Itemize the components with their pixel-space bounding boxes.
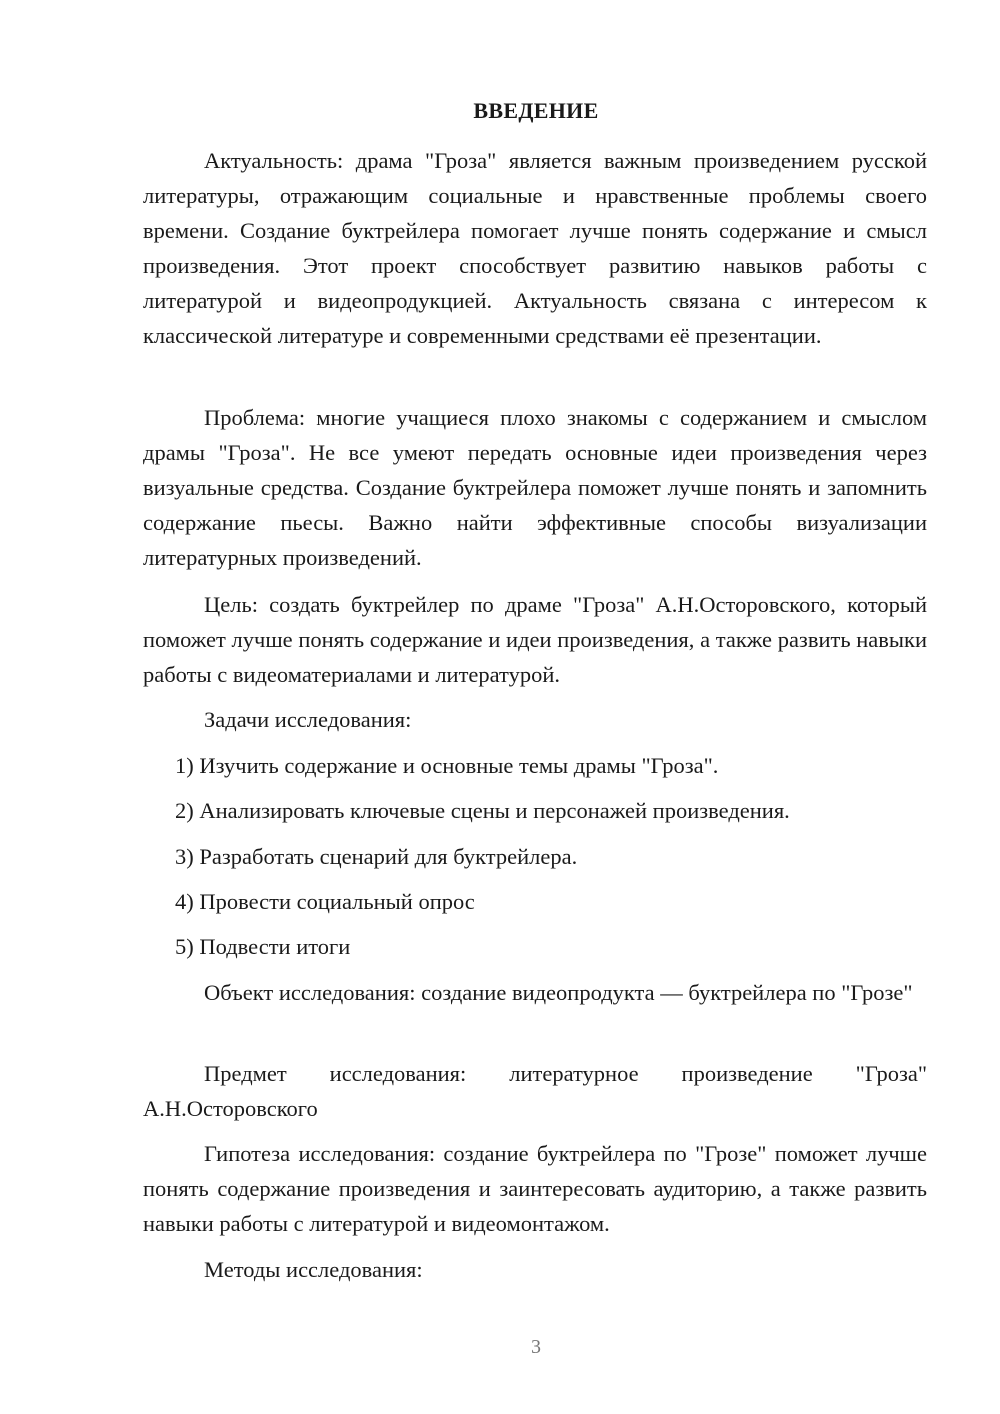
paragraph-goal: Цель: создать буктрейлер по драме "Гроза" А.Н.Осторовского, который поможет лучше понять содержание и идеи произведения, а также развить навыки работы с видеоматериалами и литературой. <box>143 592 927 687</box>
list-item-task-3: 3) Разработать сценарий для буктрейлера. <box>175 844 578 869</box>
methods-heading: Методы исследования: <box>204 1257 423 1282</box>
list-item-task-4: 4) Провести социальный опрос <box>175 889 475 914</box>
page-number: 3 <box>531 1336 541 1358</box>
paragraph-hypothesis: Гипотеза исследования: создание буктрейлера по "Грозе" поможет лучше понять содержание произведения и заинтересовать аудиторию, а также развить навыки работы с литературой и видеомонтажом. <box>143 1141 927 1236</box>
page-title: ВВЕДЕНИЕ <box>473 98 599 123</box>
list-item-task-5: 5) Подвести итоги <box>175 934 351 959</box>
paragraph-object: Объект исследования: создание видеопродукта — буктрейлера по "Грозе" <box>204 980 913 1005</box>
list-item-task-1: 1) Изучить содержание и основные темы драмы "Гроза". <box>175 753 719 778</box>
list-item-task-2: 2) Анализировать ключевые сцены и персонажей произведения. <box>175 798 790 823</box>
paragraph-subject: Предмет исследования: литературное произведение "Гроза" А.Н.Осторовского <box>143 1061 927 1121</box>
paragraph-relevance: Актуальность: драма "Гроза" является важным произведением русской литературы, отражающим социальные и нравственные проблемы своего времени. Создание буктрейлера помогает лучше понять содержание и смысл произведения. Этот проект способствует развитию навыков работы с литературой и видеопродукцией. Актуальность связана с интересом к классической литературе и современными средствами её презентации. <box>143 148 927 348</box>
tasks-heading: Задачи исследования: <box>204 707 412 732</box>
paragraph-problem: Проблема: многие учащиеся плохо знакомы с содержанием и смыслом драмы "Гроза". Не все умеют передать основные идеи произведения через визуальные средства. Создание буктрейлера поможет лучше понять и запомнить содержание пьесы. Важно найти эффективные способы визуализации литературных произведений. <box>143 405 927 570</box>
